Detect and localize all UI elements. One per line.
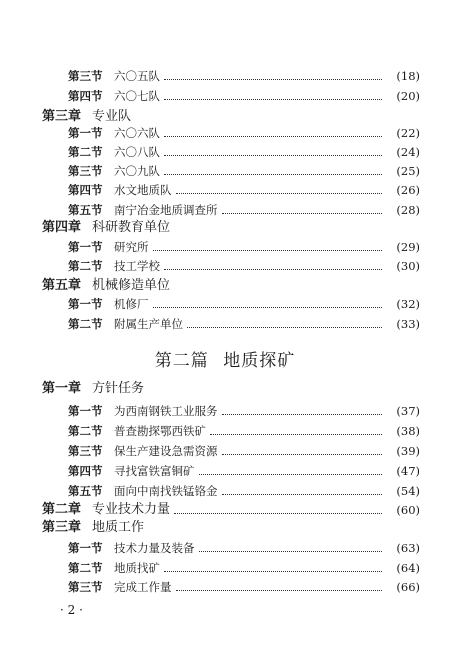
entry-title: 水文地质队 [114, 183, 172, 197]
page-number: · 2 · [60, 603, 83, 617]
part-heading [0, 346, 450, 371]
entry-title: 保生产建设急需资源 [114, 444, 218, 458]
entry-label: 第五章 [42, 278, 82, 293]
entry-title: 寻找富铁富铜矿 [114, 464, 195, 478]
entry-title: 普查勘探鄂西铁矿 [114, 424, 206, 438]
entry-label: 第一章 [42, 381, 82, 396]
entry-page-number: (63) [396, 541, 420, 555]
entry-page-number: (32) [396, 297, 420, 311]
dot-leader [199, 551, 383, 552]
dot-leader [153, 307, 383, 308]
entry-title: 方针任务 [92, 381, 145, 396]
entry-title: 面向中南找铁锰铬金 [114, 484, 218, 498]
entry-title: 科研教育单位 [92, 220, 171, 235]
entry-label: 第二节 [68, 145, 103, 159]
entry-title: 六〇六队 [114, 126, 160, 140]
entry-label: 第一节 [68, 297, 103, 311]
entry-page-number: (18) [396, 69, 420, 83]
dot-leader [164, 99, 382, 100]
entry-page-number: (66) [396, 580, 420, 594]
dot-leader [176, 193, 383, 194]
entry-label: 第二节 [68, 259, 103, 273]
entry-label: 第四节 [68, 183, 103, 197]
part-label: 第二篇 [154, 351, 209, 371]
entry-label: 第四章 [42, 220, 82, 235]
entry-title: 完成工作量 [114, 580, 172, 594]
dot-leader [164, 174, 382, 175]
entry-label: 第二节 [68, 317, 103, 331]
dot-leader [164, 79, 382, 80]
entry-page-number: (22) [396, 126, 420, 140]
entry-label: 第五节 [68, 484, 103, 498]
dot-leader [199, 474, 383, 475]
entry-label: 第三章 [42, 109, 82, 124]
dot-leader [222, 414, 383, 415]
part-title: 地质探矿 [223, 351, 296, 371]
entry-page-number: (25) [396, 164, 420, 178]
entry-title: 附属生产单位 [114, 317, 183, 331]
dot-leader [174, 513, 382, 514]
entry-label: 第一节 [68, 404, 103, 418]
entry-title: 六〇九队 [114, 164, 160, 178]
entry-title: 六〇八队 [114, 145, 160, 159]
entry-page-number: (54) [396, 484, 420, 498]
entry-title: 地质工作 [92, 520, 145, 535]
dot-leader [164, 269, 382, 270]
entry-label: 第一节 [68, 541, 103, 555]
entry-label: 第三章 [42, 520, 82, 535]
entry-page-number: (20) [396, 89, 420, 103]
entry-page-number: (38) [396, 424, 420, 438]
entry-label: 第二节 [68, 561, 103, 575]
entry-title: 专业队 [92, 109, 132, 124]
entry-page-number: (37) [396, 404, 420, 418]
entry-page-number: (30) [396, 259, 420, 273]
entry-label: 第三节 [68, 444, 103, 458]
entry-label: 第三节 [68, 69, 103, 83]
entry-page-number: (47) [396, 464, 420, 478]
entry-label: 第四节 [68, 464, 103, 478]
entry-title: 为西南钢铁工业服务 [114, 404, 218, 418]
entry-label: 第五节 [68, 203, 103, 217]
entry-page-number: (29) [396, 240, 420, 254]
entry-page-number: (26) [396, 183, 420, 197]
entry-page-number: (39) [396, 444, 420, 458]
entry-page-number: (28) [396, 203, 420, 217]
dot-leader [222, 494, 383, 495]
entry-title: 六〇五队 [114, 69, 160, 83]
entry-title: 技术力量及装备 [114, 541, 195, 555]
entry-page-number: (64) [396, 561, 420, 575]
entry-page-number: (24) [396, 145, 420, 159]
dot-leader [153, 250, 383, 251]
dot-leader [176, 590, 383, 591]
entry-title: 六〇七队 [114, 89, 160, 103]
entry-title: 技工学校 [114, 259, 160, 273]
entry-label: 第一节 [68, 240, 103, 254]
entry-label: 第二节 [68, 424, 103, 438]
entry-label: 第四节 [68, 89, 103, 103]
entry-title: 研究所 [114, 240, 149, 254]
entry-page-number: (33) [396, 317, 420, 331]
entry-title: 南宁冶金地质调查所 [114, 203, 218, 217]
dot-leader [164, 136, 382, 137]
entry-label: 第二章 [42, 502, 82, 517]
entry-title: 专业技术力量 [92, 502, 171, 517]
dot-leader [210, 434, 382, 435]
entry-page-number: (60) [396, 503, 420, 517]
dot-leader [187, 327, 382, 328]
dot-leader [222, 454, 383, 455]
dot-leader [222, 213, 383, 214]
entry-title: 地质找矿 [114, 561, 160, 575]
entry-title: 机修厂 [114, 297, 149, 311]
entry-label: 第三节 [68, 580, 103, 594]
entry-title: 机械修造单位 [92, 278, 171, 293]
dot-leader [164, 155, 382, 156]
entry-label: 第三节 [68, 164, 103, 178]
dot-leader [164, 571, 382, 572]
entry-label: 第一节 [68, 126, 103, 140]
